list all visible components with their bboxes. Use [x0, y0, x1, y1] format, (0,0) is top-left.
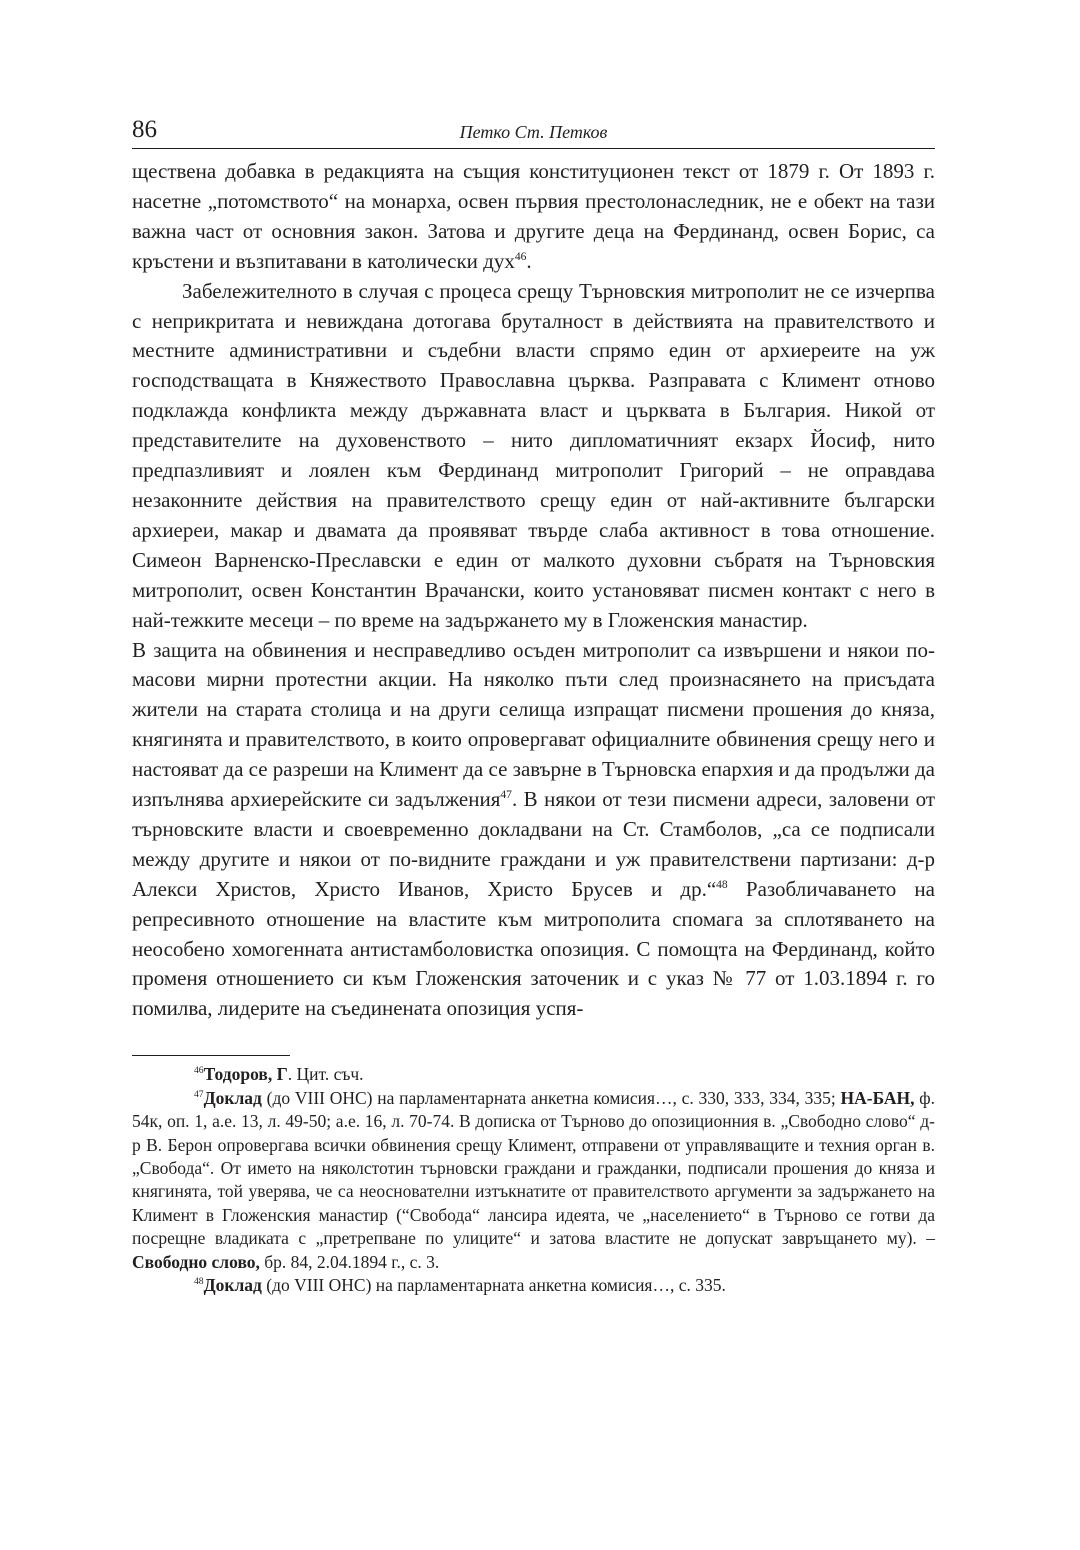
footnote-47-source-1: Доклад	[203, 1087, 262, 1108]
footnote-separator	[132, 1055, 290, 1056]
main-text	[132, 157, 935, 1024]
paragraph-1	[132, 157, 935, 277]
footnote-47-text-3: бр. 84, 2.04.1894 г., с. 3.	[259, 1251, 440, 1272]
paragraph-3-text-1: В защита на обвинения и несправедливо осъден митрополит са извършени и някои по-масови мирни протестни акции. На няколко пъти след произнасянето на присъдата жители на старата столица и на други селища изпращат писмени прошения до княза, княгинята и правителството, в които опровергават официалните обвинения срещу него и настояват да се разреши на Климент да се завърне в Търновска епархия и да продължи да изпълнява архиерейските си задължения	[132, 637, 935, 812]
book-page	[132, 112, 935, 1297]
footnote-48	[132, 1274, 935, 1297]
paragraph-2-text: Забележителното в случая с процеса срещу Търновския митрополит не се изчерпва с неприкритата и невиждана дотогава бруталност в действията на правителството и местните административни и съдебни власти спрямо един от архиереите на уж господстващата в Княжеството Православна църква. Разправата с Климент отново подклажда конфликта между държавната власт и църквата в България. Никой от представителите на духовенството – нито дипломатичният екзарх Йосиф, нито предпазливият и лоялен към Фердинанд митрополит Григорий – не оправдава незаконните действия на правителството срещу един от най-активните български архиереи, макар и двамата да проявяват твърде слаба активност в това отношение. Симеон Варненско-Преславски е един от малкото духовни събратя на Търновския митрополит, освен Константин Врачански, които установяват писмен контакт с него в най-тежките месеци – по време на задържането му в Гложенския манастир.	[132, 278, 935, 632]
paragraph-1-tail: .	[526, 248, 532, 273]
footnote-47-text-2: ф. 54к, оп. 1, а.е. 13, л. 49-50; а.е. 16, л. 70-74. В дописка от Търново до опозиционния в. „Свободно слово“ д-р В. Берон опровергава всички обвинения срещу Климент, отправени от управляващите и техния орган в. „Свобода“. От името на няколстотин търновски граждани и гражданки, подписали прошения до княза и княгинята, той уверява, че са неоснователни изтъкнатите от правителството аргументи за задържането на Климент в Гложенския манастир (“Свобода“ лансира идеята, че „населението“ в Търново се готви да посрещне владиката с „претрепване по улиците“ и затова властите не допускат завръщането му). –	[132, 1087, 936, 1249]
paragraph-3-text-3: Разобличаването на репресивното отношение на властите към митрополита спомага за сплотяването на неособено хомогенната антистамболовистка опозиция. С помощта на Фердинанд, който променя отношението си към Гложенския заточеник и с указ № 77 от 1.03.1894 г. го помилва, лидерите на съединената опозиция успя-	[132, 876, 935, 1021]
paragraph-2	[132, 277, 935, 636]
footnote-46-author: Тодоров, Г	[203, 1064, 288, 1085]
paragraph-3-text-2: . В някои от тези писмени адреси, заловени от търновските власти и своевременно докладвани на Ст. Стамболов, „са се подписали между другите и някои от по-видните граждани и уж правителствени партизани: д-р Алекси Христов, Христо Иванов, Христо Брусев и др.“	[132, 787, 936, 901]
page-number: 86	[132, 116, 157, 143]
footnote-46-number: 46	[194, 1065, 204, 1077]
footnotes	[132, 1063, 935, 1297]
running-head-author: Петко Ст. Петков	[459, 122, 608, 142]
footnote-48-text: (до VIII ОНС) на парламентарната анкетна комисия…, с. 335.	[261, 1274, 726, 1295]
footnote-47-text-1: (до VIII ОНС) на парламентарната анкетна комисия…, с. 330, 333, 334, 335;	[261, 1087, 841, 1108]
footnote-ref-47: 47	[500, 789, 512, 802]
footnote-46-text: . Цит. съч.	[287, 1064, 364, 1085]
footnote-48-number: 48	[194, 1276, 204, 1288]
footnote-47	[132, 1087, 935, 1274]
footnote-47-number: 47	[194, 1088, 204, 1100]
footnote-48-source: Доклад	[203, 1274, 262, 1295]
footnote-47-source-3: Свободно слово,	[132, 1251, 260, 1272]
footnote-46	[132, 1063, 935, 1086]
footnote-ref-48: 48	[716, 878, 728, 891]
footnote-47-source-2: НА-БАН,	[840, 1087, 915, 1108]
paragraph-1-text: ществена добавка в редакцията на същия конституционен текст от 1879 г. От 1893 г. насетне „потомството“ на монарха, освен първия престолонаследник, не е обект на тази важна част от основния закон. Затова и другите деца на Фердинанд, освен Борис, са кръстени и възпитавани в католически дух	[132, 159, 935, 273]
paragraph-3	[132, 636, 935, 1025]
footnote-ref-46: 46	[514, 250, 527, 263]
page-header	[132, 112, 935, 149]
